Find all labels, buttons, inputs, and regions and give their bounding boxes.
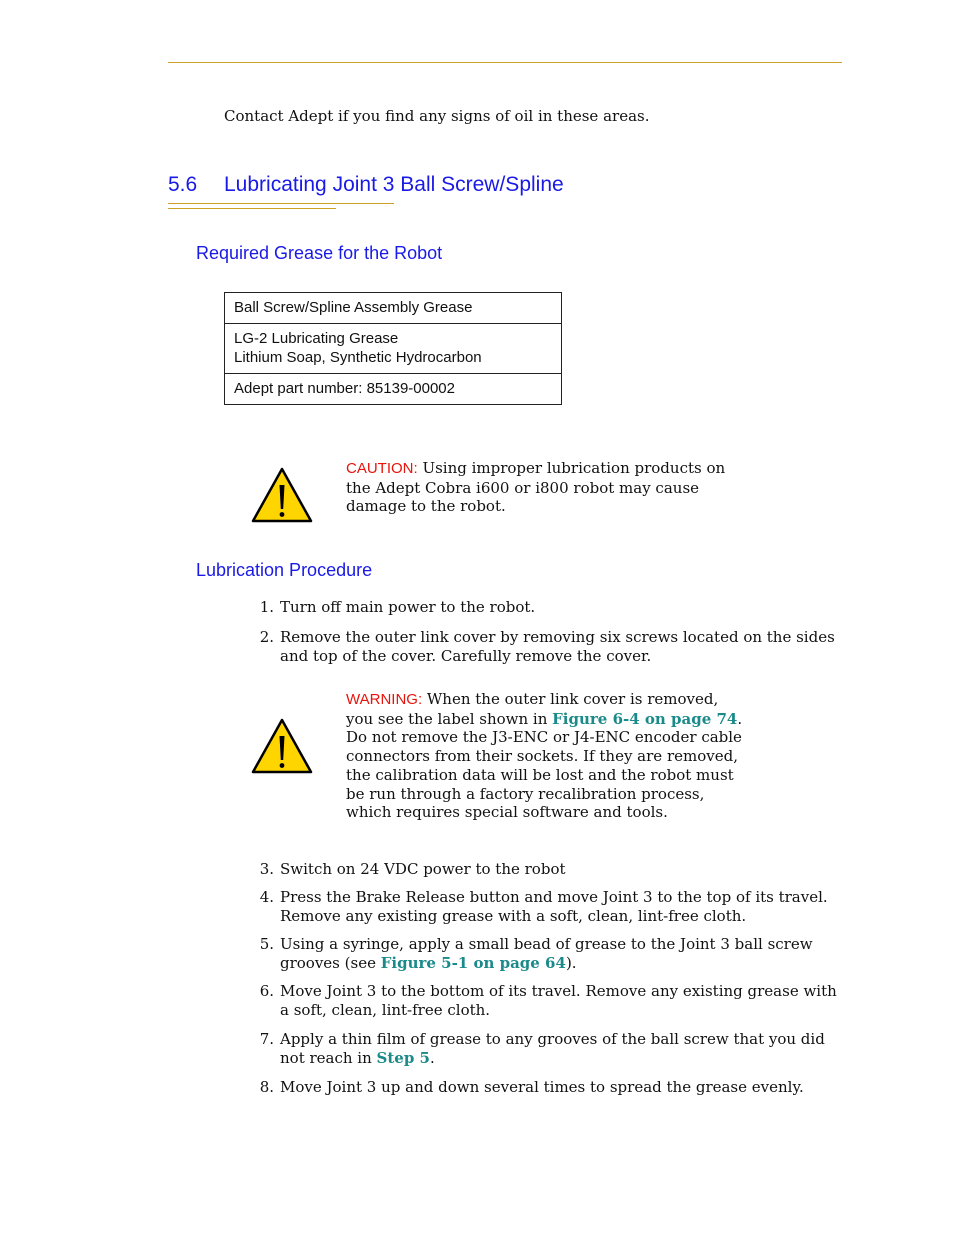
step-text-start: Apply a thin film of grease to any grooves of the ball screw that you did not reach in [280,1030,825,1067]
grease-heading: Required Grease for the Robot [196,243,443,263]
list-item [254,598,844,617]
warning-note [346,690,746,822]
step-text-end: ). [565,954,577,972]
step-text: Turn off main power to the robot. [280,598,536,616]
warning-label: WARNING: [346,691,423,708]
table-cell: Ball Screw/Spline Assembly Grease [225,293,562,324]
procedure-heading: Lubrication Procedure [196,560,373,580]
step-number: 8. [259,1078,274,1096]
list-item [254,860,844,879]
step-text: Remove the outer link cover by removing six screws located on the sides and top of the cover. Carefully remove the cover. [280,628,835,665]
table-cell [225,324,562,374]
list-item [254,628,844,666]
caution-note [346,459,746,516]
step-text: Move Joint 3 up and down several times to spread the grease evenly. [280,1078,804,1096]
step-number: 7. [259,1030,274,1048]
step-text [280,935,844,973]
list-item [254,982,844,1020]
figure-link[interactable]: Figure 5-1 on page 64 [380,954,566,972]
step-text: Move Joint 3 to the bottom of its travel. Remove any existing grease with a soft, clean, lint-free cloth. [280,982,837,1019]
caution-label: CAUTION: [346,460,418,477]
table-row [225,293,562,324]
step-text [280,1030,844,1068]
figure-link[interactable]: Figure 6-4 on page 74 [552,709,738,728]
warning-triangle-icon [251,467,313,523]
table-cell: Adept part number: 85139-00002 [225,374,562,405]
section-number: 5.6 [168,173,198,196]
step-text: Press the Brake Release button and move Joint 3 to the top of its travel. Remove any existing grease with a soft, clean, lint-free cloth. [280,888,828,925]
list-item [254,1078,844,1097]
step-number: 4. [259,888,274,906]
section-heading [168,173,564,197]
list-item [254,1030,844,1068]
table-row [225,324,562,374]
intro-text: Contact Adept if you find any signs of oil in these areas. [224,107,650,125]
warning-text-end: . Do not remove the J3-ENC or J4-ENC encoder cable connectors from their sockets. If they are removed, the calibration data will be lost and the robot must be run through a factory recalibration process, which requires special software and tools. [346,709,743,822]
heading-rule-short [168,208,336,209]
warning-triangle-icon [251,718,313,774]
warning-text: When the outer link cover is removed, you see the label shown in [346,690,719,728]
step-number: 6. [259,982,274,1000]
list-item [254,888,844,926]
list-item [254,935,844,973]
step-text-start: Using a syringe, apply a small bead of grease to the Joint 3 ball screw grooves (see [280,935,813,972]
step-text-end: . [430,1049,435,1067]
grease-table [224,292,562,405]
step-text: Switch on 24 VDC power to the robot [280,860,566,878]
header-rule [168,62,842,63]
step-number: 5. [259,935,274,953]
cell-line: Lithium Soap, Synthetic Hydrocarbon [234,349,482,366]
cell-line: LG-2 Lubricating Grease [234,330,399,347]
step-link[interactable]: Step 5 [376,1049,430,1067]
step-number: 2. [259,628,274,646]
caution-text: Using improper lubrication products on the Adept Cobra i600 or i800 robot may cause damage to the robot. [346,459,726,516]
table-row [225,374,562,405]
section-title: Lubricating Joint 3 Ball Screw/Spline [224,173,564,196]
step-number: 3. [259,860,274,878]
heading-rule [168,203,394,204]
step-number: 1. [259,598,274,616]
